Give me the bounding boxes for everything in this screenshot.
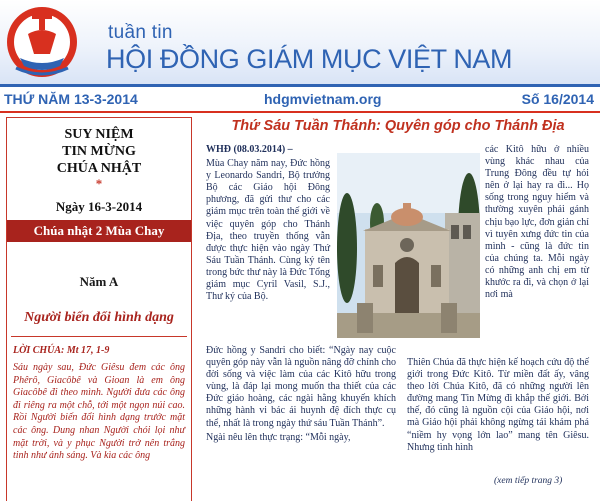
gospel-reflection-box bbox=[6, 117, 192, 501]
sidebar-liturgical-year: Năm A bbox=[79, 274, 119, 289]
issue-bar bbox=[0, 87, 600, 111]
sidebar-heading-line-3: CHÚA NHẬT bbox=[56, 161, 142, 176]
church-photo bbox=[337, 153, 480, 338]
issue-date: THỨ NĂM 13-3-2014 bbox=[4, 91, 138, 107]
article-paragraph-middle-east: các Kitô hữu ở nhiều vùng khác nhau của Trung Đông đều tự hỏi nên ở lại hay ra đi... Họ sống trong nguy hiểm và thường xuyên phải gánh chịu bạo lực, đơn giản chỉ vì tuyên xưng đức tin của mình - cũng là đức tin của chúng ta. Mỗi ngày có những anh chị em từ khước ra đi, và chọn ở lại nơi mà bbox=[485, 144, 590, 301]
issue-bar-divider bbox=[0, 111, 600, 113]
article-paragraph-continuation: Thiên Chúa đã thực hiện kế hoạch cứu độ thế giới trong Đức Kitô. Từ miền đất ấy, vâng theo lời Chúa Kitô, đã có những người lên đường mang Tin Mừng đi khắp thế giới. Bởi thế, đó cũng là nguồn cội của Giáo hội, nơi mà Giáo hội phải không ngừng tái khám phá “niềm hy vọng lớn lao” mang tên Giêsu. Nhưng tình hình bbox=[407, 357, 589, 453]
masthead-subtitle: tuần tin bbox=[108, 22, 173, 43]
church-photo-illustration bbox=[337, 153, 480, 338]
article-dateline: WHĐ (08.03.2014) – bbox=[206, 144, 293, 155]
website-link[interactable]: hdgmvietnam.org bbox=[264, 91, 382, 107]
article-column-2 bbox=[206, 345, 396, 444]
scripture-text: Sáu ngày sau, Đức Giêsu đem các ông Phêrô, Giacôbê và Gioan là em ông Giacôbê đi theo mình. Người đưa các ông đi riêng ra một chỗ, tới một ngọn núi cao. Rồi Người biến đổi hình dạng trước mặt các ông. Dung nhan Người chói lọi như mặt trời, và y phục Người trở nên trắng tinh như ánh sáng. Và kìa các ông bbox=[13, 362, 185, 462]
article-column-3 bbox=[485, 144, 589, 301]
article-column-1 bbox=[206, 144, 330, 303]
masthead-title: HỘI ĐỒNG GIÁM MỤC VIỆT NAM bbox=[106, 44, 513, 74]
masthead bbox=[0, 0, 600, 84]
scripture-reference: LỜI CHÚA: Mt 17, 1-9 bbox=[13, 345, 110, 356]
sidebar-date: Ngày 16-3-2014 bbox=[55, 199, 143, 214]
sidebar-heading-line-1: SUY NIỆM bbox=[64, 127, 134, 142]
sidebar-liturgical-band: Chúa nhật 2 Mùa Chay bbox=[7, 220, 191, 242]
cross-boat-logo-icon bbox=[6, 4, 78, 80]
article-paragraph-quote: Đức hồng y Sandri cho biết: “Ngày nay cuộc quyên góp này vẫn là nguồn nâng đỡ chính cho đời sống và việc làm của các Kitô hữu trong vùng, là đáp lại mong muốn tha thiết của các Đức giáo hoàng, các ngài hằng khuyến khích những hành vi bác ái huynh đệ đích thực cụ thể, nhất là trong ngày thứ sáu Tuần Thánh”. bbox=[206, 345, 396, 429]
issue-number: Số 16/2014 bbox=[521, 91, 594, 107]
continued-link[interactable]: (xem tiếp trang 3) bbox=[494, 476, 563, 486]
sidebar-heading-line-2: TIN MỪNG bbox=[62, 144, 136, 159]
sidebar-theme-title: Người biến đổi hình dạng bbox=[24, 310, 174, 325]
sidebar-divider bbox=[11, 336, 187, 337]
sidebar-star-ornament: * bbox=[95, 176, 103, 191]
article-column-4 bbox=[407, 357, 589, 454]
article-paragraph-intro: Mùa Chay năm nay, Đức hồng y Leonardo Sandri, Bộ trưởng Bộ các Giáo hội Đông phương, đã gửi thư cho các giám mục trên toàn thế giới về việc quyên góp cho Thánh Địa, theo truyền thống vẫn được thực hiện vào ngày Thứ Sáu Tuần Thánh. Cùng ký tên trong bức thư này là Đức Tổng giám mục Cyril Vasil, S.J., Thư ký của Bộ. bbox=[206, 158, 330, 303]
article-paragraph-lead-in: Ngài nêu lên thực trạng: “Mỗi ngày, bbox=[206, 431, 351, 443]
article-title: Thứ Sáu Tuần Thánh: Quyên góp cho Thánh Địa bbox=[231, 118, 565, 134]
